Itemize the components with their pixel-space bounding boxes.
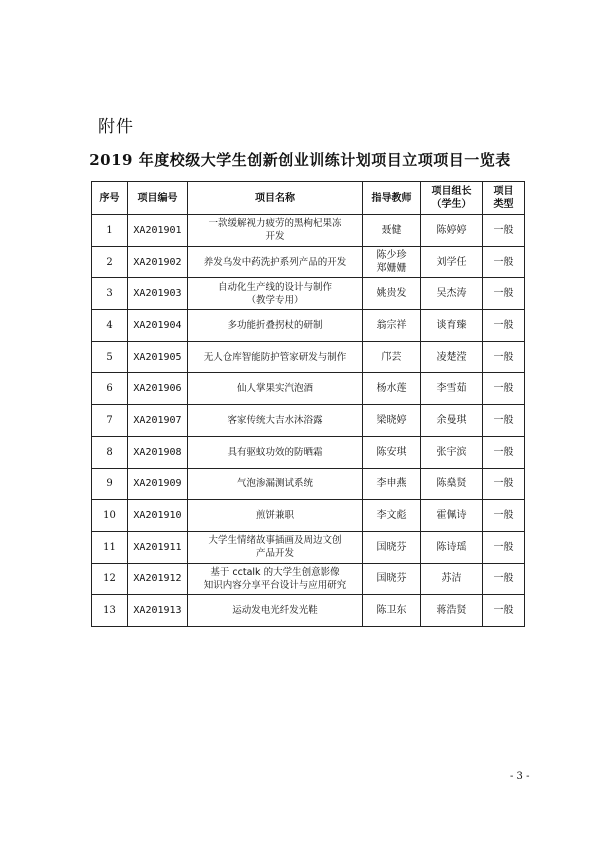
project-name-cell-line: 客家传统大吉水沐浴露 [227, 414, 323, 426]
advisor-cell-line: 李文彪 [376, 510, 407, 522]
leader-cell: 刘学任 [421, 246, 483, 278]
header-type [483, 182, 525, 215]
header-type-line: 项目 [493, 186, 514, 197]
type-cell: 一般 [483, 500, 525, 532]
project-name-cell-line: 自动化生产线的设计与制作 [217, 281, 332, 293]
table-row [92, 436, 525, 468]
project-name-cell [188, 215, 363, 247]
serial-cell: 13 [92, 595, 128, 627]
project-name-cell-line: 一款缓解视力疲劳的黑枸杞果冻 [208, 218, 342, 230]
project-name-cell [188, 246, 363, 278]
table-row [92, 531, 525, 563]
table-row [92, 310, 525, 342]
type-cell: 一般 [483, 405, 525, 437]
leader-cell: 陈诗瑶 [421, 531, 483, 563]
header-leader-line: （学生） [431, 199, 472, 210]
project-name-cell-line: （教学专用） [246, 294, 304, 306]
project-id-cell: XA201901 [128, 215, 188, 247]
leader-cell: 霍佩诗 [421, 500, 483, 532]
advisor-cell [363, 531, 421, 563]
project-id-cell: XA201906 [128, 373, 188, 405]
advisor-cell-line: 姚贵发 [376, 288, 407, 300]
table-row [92, 468, 525, 500]
project-id-cell: XA201902 [128, 246, 188, 278]
serial-cell: 8 [92, 436, 128, 468]
serial-cell: 3 [92, 278, 128, 310]
project-id-cell: XA201904 [128, 310, 188, 342]
header-project-name: 项目名称 [188, 182, 363, 215]
header-advisor: 指导教师 [363, 182, 421, 215]
project-id-cell: XA201903 [128, 278, 188, 310]
advisor-cell-line: 杨水莲 [376, 383, 407, 395]
advisor-cell [363, 595, 421, 627]
serial-cell: 4 [92, 310, 128, 342]
type-cell: 一般 [483, 595, 525, 627]
serial-cell: 7 [92, 405, 128, 437]
table-row [92, 278, 525, 310]
project-id-cell: XA201913 [128, 595, 188, 627]
serial-cell: 5 [92, 341, 128, 373]
leader-cell: 余曼琪 [421, 405, 483, 437]
project-name-cell [188, 405, 363, 437]
project-name-cell-line: 运动发电光纤发光鞋 [232, 605, 318, 617]
project-id-cell: XA201911 [128, 531, 188, 563]
type-cell: 一般 [483, 310, 525, 342]
project-id-cell: XA201907 [128, 405, 188, 437]
table-row [92, 215, 525, 247]
advisor-cell [363, 215, 421, 247]
table-row [92, 246, 525, 278]
type-cell: 一般 [483, 246, 525, 278]
advisor-cell-line: 陈卫东 [376, 605, 407, 617]
document-title: 2019 年度校级大学生创新创业训练计划项目立项项目一览表 [89, 151, 511, 169]
advisor-cell-line: 聂健 [381, 224, 402, 236]
project-name-cell [188, 563, 363, 595]
leader-cell: 苏洁 [421, 563, 483, 595]
project-name-cell-line: 多功能折叠拐杖的研制 [227, 319, 323, 331]
advisor-cell-line: 国晓芬 [376, 541, 407, 553]
advisor-cell-line: 李申燕 [376, 478, 407, 490]
advisor-cell [363, 310, 421, 342]
type-cell: 一般 [483, 278, 525, 310]
project-name-cell [188, 595, 363, 627]
project-name-cell [188, 500, 363, 532]
header-leader-line: 项目组长 [431, 186, 472, 197]
serial-cell: 9 [92, 468, 128, 500]
project-name-cell-line: 大学生情绪故事插画及周边文创 [208, 535, 342, 547]
table-row [92, 595, 525, 627]
advisor-cell-line: 翁宗祥 [376, 319, 407, 331]
serial-cell: 12 [92, 563, 128, 595]
header-serial: 序号 [92, 182, 128, 215]
project-id-cell: XA201910 [128, 500, 188, 532]
project-name-cell-line: 仙人掌果实汽泡酒 [236, 383, 313, 395]
project-table [91, 181, 525, 627]
leader-cell: 陈婷婷 [421, 215, 483, 247]
project-id-cell: XA201909 [128, 468, 188, 500]
type-cell: 一般 [483, 373, 525, 405]
project-name-cell [188, 341, 363, 373]
serial-cell: 10 [92, 500, 128, 532]
leader-cell: 谈育臻 [421, 310, 483, 342]
project-name-cell-line: 气泡渗漏测试系统 [236, 478, 313, 490]
advisor-cell-line: 梁晓婷 [376, 414, 407, 426]
advisor-cell [363, 405, 421, 437]
project-name-cell-line: 开发 [265, 231, 285, 243]
project-name-cell [188, 531, 363, 563]
advisor-cell [363, 278, 421, 310]
table-row [92, 405, 525, 437]
type-cell: 一般 [483, 563, 525, 595]
advisor-cell-line: 郑姗姗 [376, 263, 407, 275]
project-name-cell-line: 基于 cctalk 的大学生创意影像 [210, 566, 340, 578]
leader-cell: 陈燊贤 [421, 468, 483, 500]
page-number: - 3 - [510, 771, 530, 782]
project-name-cell [188, 468, 363, 500]
table-row [92, 341, 525, 373]
project-name-cell-line: 无人仓库智能防护管家研发与制作 [203, 351, 347, 363]
advisor-cell [363, 563, 421, 595]
advisor-cell-line: 邝芸 [381, 351, 402, 363]
table-row [92, 500, 525, 532]
project-name-cell [188, 278, 363, 310]
project-name-cell-line: 知识内容分享平台设计与应用研究 [203, 579, 347, 591]
advisor-cell-line: 国晓芬 [376, 573, 407, 585]
project-name-cell [188, 310, 363, 342]
project-name-cell [188, 436, 363, 468]
project-name-cell [188, 373, 363, 405]
serial-cell: 11 [92, 531, 128, 563]
project-name-cell-line: 煎饼兼职 [255, 510, 294, 522]
type-cell: 一般 [483, 468, 525, 500]
header-project-id: 项目编号 [128, 182, 188, 215]
project-id-cell: XA201908 [128, 436, 188, 468]
advisor-cell [363, 246, 421, 278]
table-body [92, 215, 525, 627]
project-name-cell-line: 具有驱蚊功效的防晒霜 [227, 446, 323, 458]
serial-cell: 1 [92, 215, 128, 247]
type-cell: 一般 [483, 341, 525, 373]
leader-cell: 张宇滨 [421, 436, 483, 468]
advisor-cell [363, 500, 421, 532]
leader-cell: 吴杰涛 [421, 278, 483, 310]
advisor-cell [363, 436, 421, 468]
header-leader [421, 182, 483, 215]
serial-cell: 6 [92, 373, 128, 405]
project-name-cell-line: 产品开发 [255, 548, 294, 560]
table-row [92, 373, 525, 405]
advisor-cell [363, 373, 421, 405]
table-row [92, 563, 525, 595]
header-type-line: 类型 [493, 199, 514, 210]
advisor-cell [363, 341, 421, 373]
type-cell: 一般 [483, 436, 525, 468]
project-id-cell: XA201905 [128, 341, 188, 373]
serial-cell: 2 [92, 246, 128, 278]
project-id-cell: XA201912 [128, 563, 188, 595]
advisor-cell-line: 陈安琪 [376, 446, 407, 458]
project-name-cell-line: 养发乌发中药洗护系列产品的开发 [203, 256, 347, 268]
advisor-cell-line: 陈少珍 [376, 250, 407, 262]
table-header-row [92, 182, 525, 215]
advisor-cell [363, 468, 421, 500]
leader-cell: 蒋浩贤 [421, 595, 483, 627]
attachment-label: 附件 [98, 117, 134, 137]
type-cell: 一般 [483, 531, 525, 563]
leader-cell: 李雪茹 [421, 373, 483, 405]
type-cell: 一般 [483, 215, 525, 247]
leader-cell: 凌楚滢 [421, 341, 483, 373]
